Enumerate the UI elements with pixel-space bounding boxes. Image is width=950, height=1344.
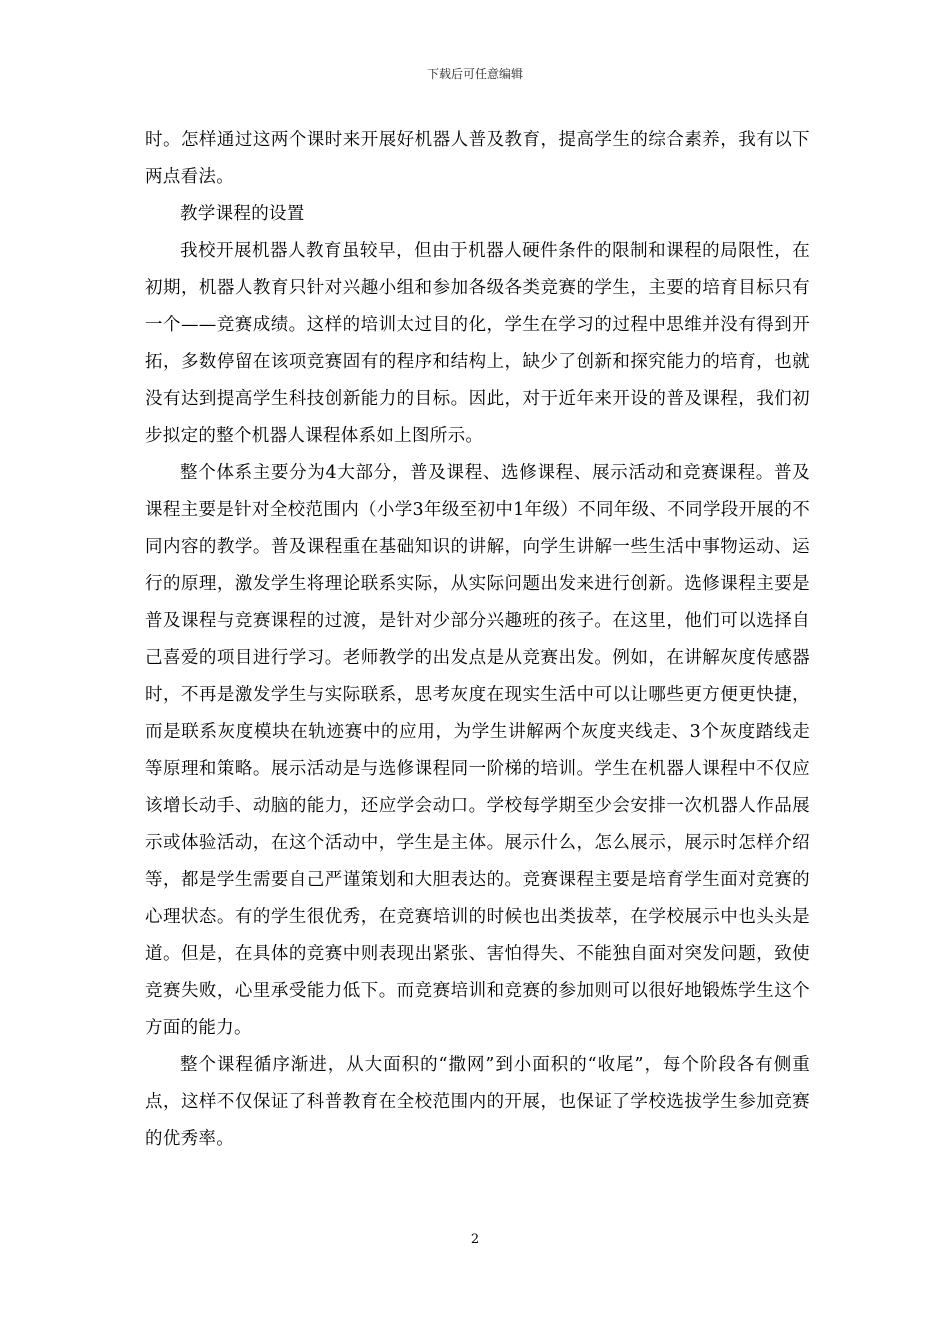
- paragraph: 整个体系主要分为4大部分，普及课程、选修课程、展示活动和竞赛课程。普及课程主要是针对全校范围内（小学3年级至初中1年级）不同年级、不同学段开展的不同内容的教学。普及课程重在基础知识的讲解，向学生讲解一些生活中事物运动、运行的原理，激发学生将理论联系实际，从实际问题出发来进行创新。选修课程主要是普及课程与竞赛课程的过渡，是针对少部分兴趣班的孩子。在这里，他们可以选择自己喜爱的项目进行学习。老师教学的出发点是从竞赛出发。例如，在讲解灰度传感器时，不再是激发学生与实际联系，思考灰度在现实生活中可以让哪些更方便更快捷，而是联系灰度模块在轨迹赛中的应用，为学生讲解两个灰度夹线走、3个灰度踏线走等原理和策略。展示活动是与选修课程同一阶梯的培训。学生在机器人课程中不仅应该增长动手、动脑的能力，还应学会动口。学校每学期至少会安排一次机器人作品展示或体验活动，在这个活动中，学生是主体。展示什么，怎么展示，展示时怎样介绍等，都是学生需要自己严谨策划和大胆表达的。竞赛课程主要是培育学生面对竞赛的心理状态。有的学生很优秀，在竞赛培训的时候也出类拔萃，在学校展示中也头头是道。但是，在具体的竞赛中则表现出紧张、害怕得失、不能独自面对突发问题，致使竞赛失败，心里承受能力低下。而竞赛培训和竞赛的参加则可以很好地锻炼学生这个方面的能力。: [145, 463, 810, 1038]
- page-number: 2: [470, 1232, 480, 1247]
- paragraph-continuation: 时。怎样通过这两个课时来开展好机器人普及教育，提高学生的综合素养，我有以下两点看法。: [145, 130, 810, 187]
- paragraph: 整个课程循序渐进，从大面积的“撒网”到小面积的“收尾”，每个阶段各有侧重点，这样不仅保证了科普教育在全校范围内的开展，也保证了学校选拔学生参加竞赛的优秀率。: [145, 1055, 810, 1149]
- document-body: [145, 122, 810, 1158]
- page-header: 下载后可任意编辑: [426, 67, 523, 81]
- paragraph: 我校开展机器人教育虽较早，但由于机器人硬件条件的限制和课程的局限性，在初期，机器人教育只针对兴趣小组和参加各级各类竞赛的学生，主要的培育目标只有一个——竞赛成绩。这样的培训太过目的化，学生在学习的过程中思维并没有得到开拓，多数停留在该项竞赛固有的程序和结构上，缺少了创新和探究能力的培育，也就没有达到提高学生科技创新能力的目标。因此，对于近年来开设的普及课程，我们初步拟定的整个机器人课程体系如上图所示。: [145, 241, 810, 446]
- section-heading: 教学课程的设置: [180, 204, 305, 224]
